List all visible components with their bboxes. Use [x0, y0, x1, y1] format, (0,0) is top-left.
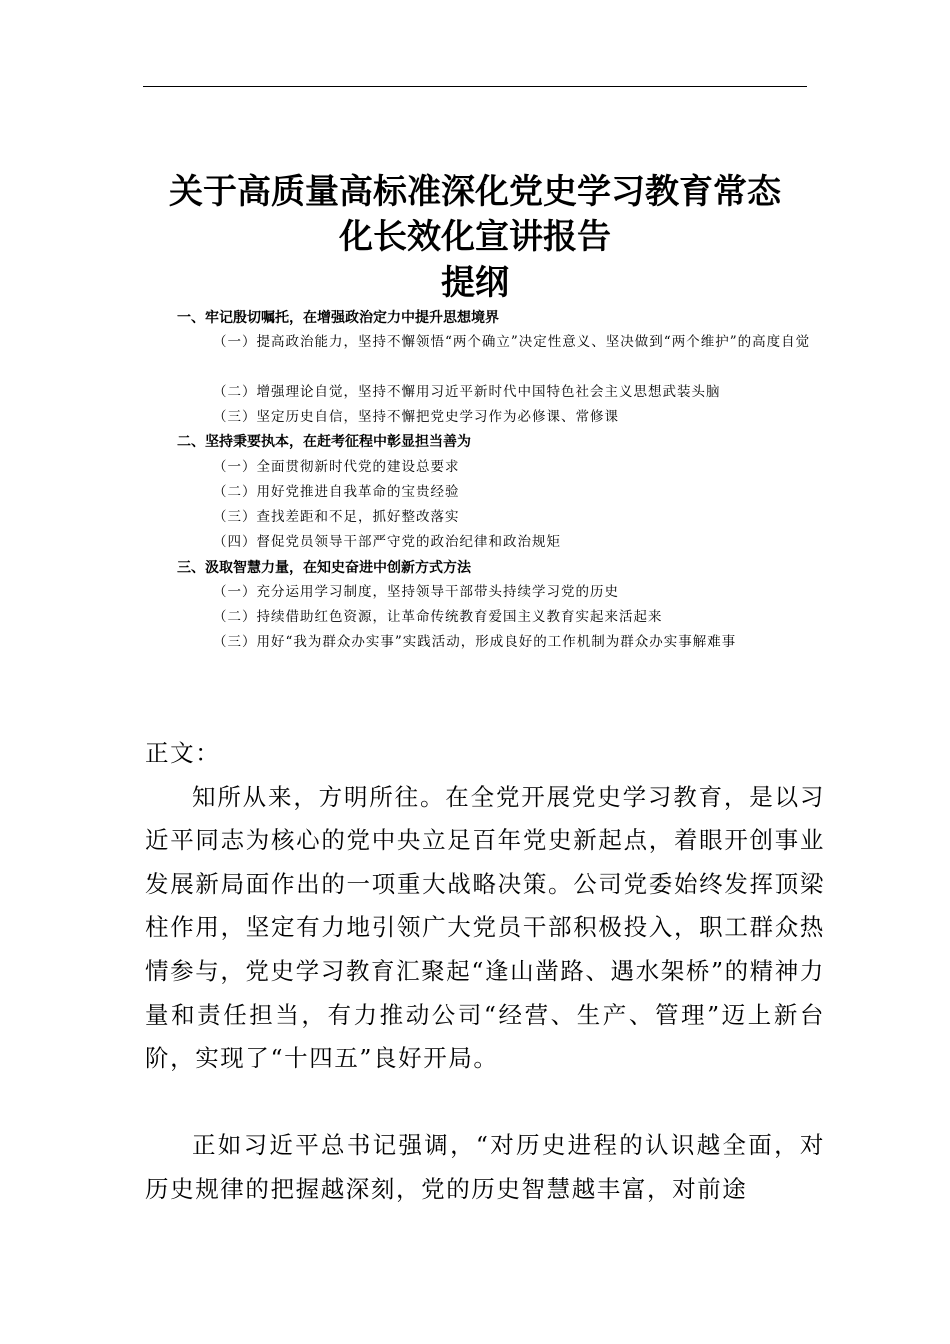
outline-section-1-item-3: （三）坚定历史自信，坚持不懈把党史学习作为必修课、常修课 [213, 409, 619, 425]
outline-section-1-item-2: （二）增强理论自觉，坚持不懈用习近平新时代中国特色社会主义思想武装头脑 [213, 384, 721, 400]
outline-section-1-heading: 一、牢记殷切嘱托，在增强政治定力中提升思想境界 [177, 310, 499, 326]
outline-section-3-item-3: （三）用好“我为群众办实事”实践活动，形成良好的工作机制为群众办实事解难事 [213, 634, 737, 650]
outline-section-2-item-1: （一）全面贯彻新时代党的建设总要求 [213, 459, 460, 475]
outline-section-2-item-4: （四）督促党员领导干部严守党的政治纪律和政治规矩 [213, 534, 561, 550]
outline-section-2-item-3: （三）查找差距和不足，抓好整改落实 [213, 509, 460, 525]
body-paragraph-2: 正如习近平总书记强调，“对历史进程的认识越全面，对历史规律的把握越深刻，党的历史智慧越丰富，对前途 [145, 1131, 825, 1203]
outline-section-3-heading: 三、汲取智慧力量，在知史奋进中创新方式方法 [177, 560, 471, 576]
header-rule [143, 86, 807, 87]
body-paragraph-1: 知所从来，方明所往。在全党开展党史学习教育，是以习近平同志为核心的党中央立足百年党史新起点，着眼开创事业发展新局面作出的一项重大战略决策。公司党委始终发挥顶梁柱作用，坚定有力地引领广大党员干部积极投入，职工群众热情参与，党史学习教育汇聚起“逢山凿路、遇水架桥”的精神力量和责任担当，有力推动公司“经营、生产、管理”迈上新台阶，实现了“十四五”良好开局。 [145, 782, 825, 1073]
outline-section-2-item-2: （二）用好党推进自我革命的宝贵经验 [213, 484, 460, 500]
outline-section-3-item-1: （一）充分运用学习制度，坚持领导干部带头持续学习党的历史 [213, 584, 619, 600]
outline-section-2-heading: 二、坚持秉要执本，在赶考征程中彰显担当善为 [177, 434, 471, 450]
outline-section-3-item-2: （二）持续借助红色资源，让革命传统教育爱国主义教育实起来活起来 [213, 609, 663, 625]
document-title-line-1: 关于高质量高标准深化党史学习教育常态 [169, 172, 781, 212]
body-section [145, 732, 825, 1203]
body-label: 正文： [145, 739, 221, 767]
document-title-line-2: 化长效化宣讲报告 [339, 217, 611, 257]
outline-section-1-item-1: （一）提高政治能力，坚持不懈领悟“两个确立”决定性意义、坚决做到“两个维护”的高度自觉 [213, 334, 811, 350]
document-subtitle: 提纲 [441, 263, 509, 303]
